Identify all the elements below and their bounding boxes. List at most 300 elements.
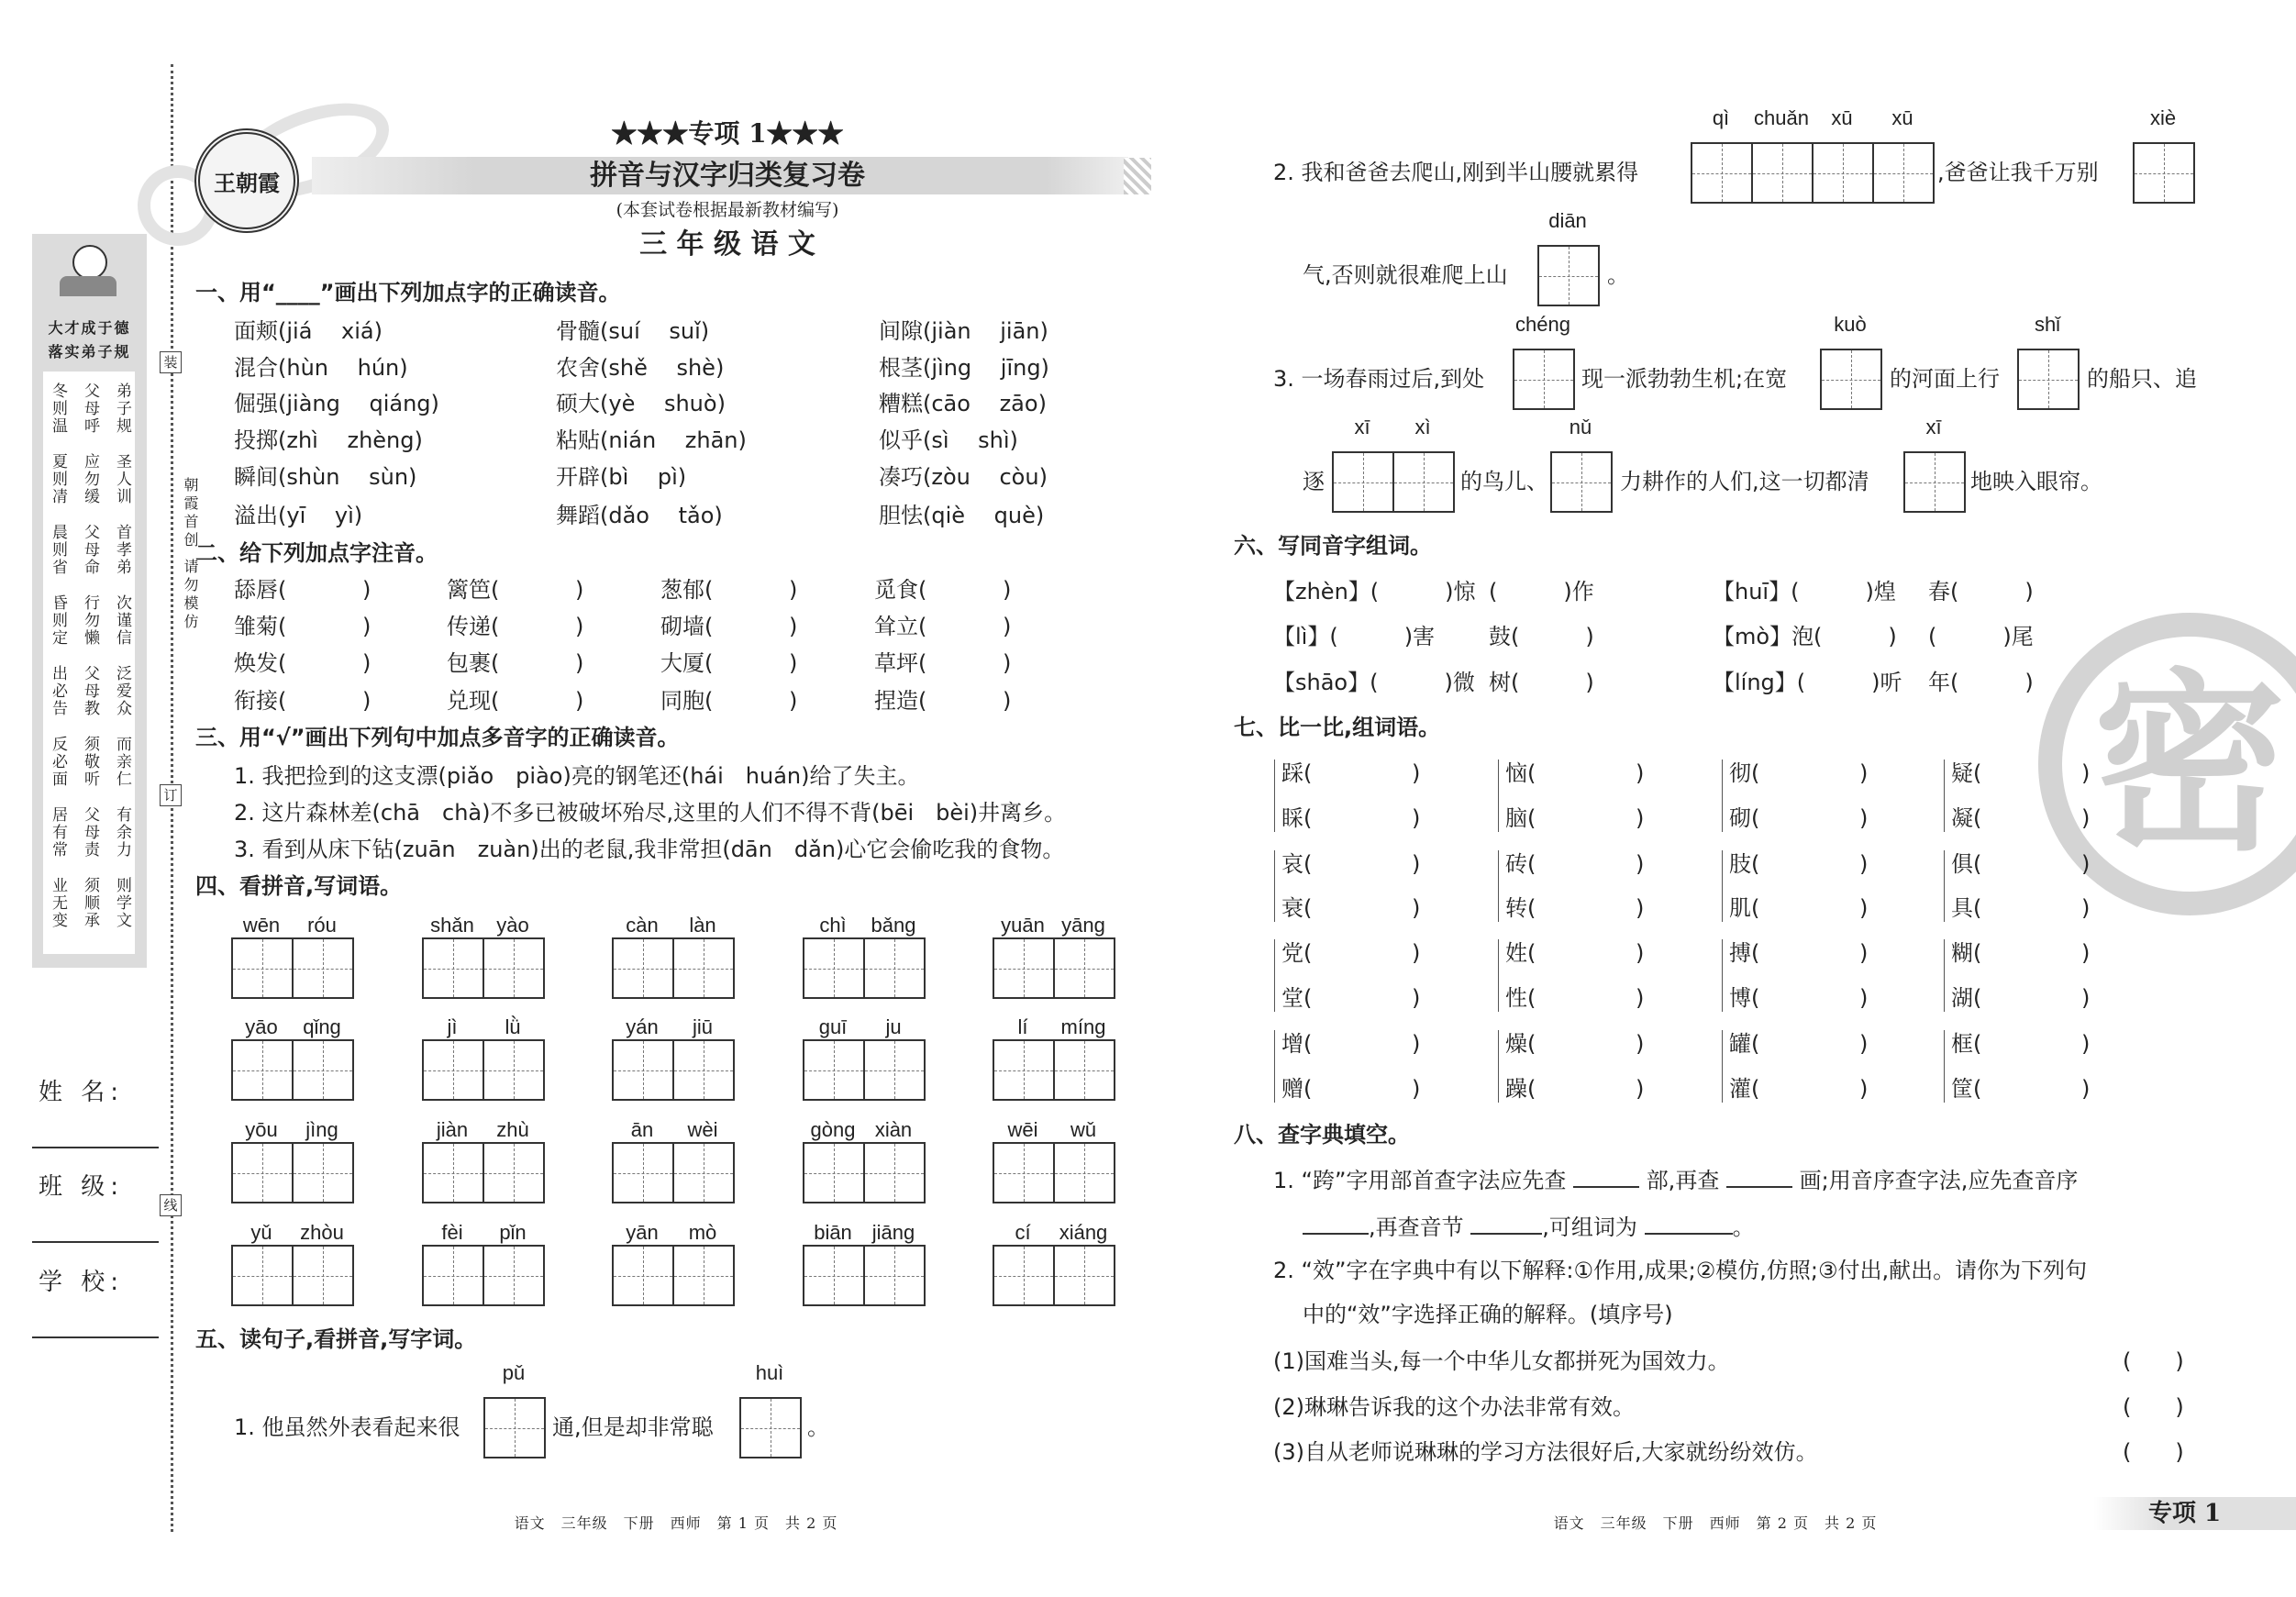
pronunciation-item: 胆怯(qiè què) xyxy=(879,503,1045,528)
answer-blank[interactable] xyxy=(918,687,1010,715)
grid-cell[interactable] xyxy=(2135,144,2193,202)
grid-cell[interactable] xyxy=(424,1144,484,1202)
verse-column: 晨则省 xyxy=(49,524,67,576)
grid-cell[interactable] xyxy=(294,1247,352,1304)
grid-cell[interactable] xyxy=(1394,453,1453,511)
pronunciation-item: 投掷(zhì zhèng) xyxy=(234,427,423,453)
answer-blank[interactable] xyxy=(1973,1075,2083,1103)
pinyin-label: xū xyxy=(1831,106,1853,129)
answer-blank[interactable] xyxy=(491,576,582,604)
compare-item: 恼( ) xyxy=(1505,760,1637,787)
verse-column: 首孝弟 xyxy=(113,524,131,576)
grid-cell[interactable] xyxy=(804,1247,865,1304)
pinyin-label: chì xyxy=(819,914,847,937)
answer-blank[interactable] xyxy=(1751,939,1861,967)
verse-column: 而亲仁 xyxy=(113,736,131,788)
answer-blank[interactable] xyxy=(1751,804,1861,832)
question-text-part: 。 xyxy=(1732,1214,1755,1240)
grid-cell[interactable] xyxy=(1552,453,1611,511)
character-writing-grid[interactable] xyxy=(1903,451,1966,513)
grid-cell[interactable] xyxy=(804,1144,865,1202)
pair-bracket xyxy=(1944,1030,1950,1103)
compare-item: 躁( ) xyxy=(1505,1075,1637,1103)
word-writing-grid[interactable] xyxy=(231,1245,354,1306)
grid-cell[interactable] xyxy=(804,939,865,997)
pair-bracket xyxy=(1944,939,1950,1012)
question-text-part: ,可组词为 xyxy=(1542,1214,1637,1240)
section3-heading: 三、用“√”画出下列句中加点多音字的正确读音。 xyxy=(195,725,680,750)
pinyin-label: zhòu xyxy=(300,1221,344,1244)
answer-blank[interactable]: ( ) xyxy=(2123,1439,2184,1465)
pinyin-label: róu xyxy=(307,914,337,937)
grid-cell[interactable] xyxy=(865,1247,924,1304)
verse-block xyxy=(49,524,131,576)
grid-cell[interactable] xyxy=(484,939,543,997)
answer-blank[interactable] xyxy=(1751,1075,1861,1103)
answer-blank[interactable] xyxy=(1303,1030,1414,1058)
homophone-item xyxy=(1273,623,1435,650)
verse-column: 昏则定 xyxy=(49,594,67,647)
verse-block xyxy=(49,806,131,859)
question-text-part: 画;用音序查字法,应先查音序 xyxy=(1799,1168,2079,1193)
motto-line: 落实弟子规 xyxy=(48,343,131,360)
verse-column: 夏则凊 xyxy=(49,453,67,505)
pronunciation-item: 硕大(yè shuò) xyxy=(556,391,726,416)
verse-column: 居有常 xyxy=(49,806,67,859)
grid-cell[interactable] xyxy=(674,1041,733,1099)
fill-blank[interactable] xyxy=(1470,1213,1542,1235)
pinyin-label: làn xyxy=(689,914,716,937)
grid-cell[interactable] xyxy=(294,1041,352,1099)
answer-blank[interactable] xyxy=(704,613,796,640)
answer-blank[interactable] xyxy=(1973,894,2083,922)
grid-cell[interactable] xyxy=(865,1041,924,1099)
student-field-input[interactable] xyxy=(32,1147,159,1148)
word-writing-grid[interactable] xyxy=(803,937,926,999)
grid-cell[interactable] xyxy=(1055,1247,1114,1304)
homophone-pinyin: 【zhèn】 xyxy=(1273,579,1370,604)
fill-blank[interactable] xyxy=(1303,1213,1369,1235)
verse-column: 须顺承 xyxy=(81,877,99,929)
section-badge: ★★★专项 1★★★ xyxy=(611,118,844,149)
word-writing-grid[interactable] xyxy=(803,1245,926,1306)
character-writing-grid[interactable] xyxy=(1537,245,1600,306)
logo-text: 王朝霞 xyxy=(214,170,280,196)
word-writing-grid[interactable] xyxy=(612,1245,735,1306)
grid-cell[interactable] xyxy=(233,1247,294,1304)
question-text-part: 1. “跨”字用部首查字法应先查 xyxy=(1273,1168,1567,1193)
phonetic-item: 砌墙( ) xyxy=(660,613,796,640)
sentence-text: 的河面上行 xyxy=(1890,366,2000,392)
answer-blank[interactable] xyxy=(1751,984,1861,1012)
pair-bracket xyxy=(1722,939,1728,1012)
word-writing-grid[interactable] xyxy=(422,1245,545,1306)
grid-cell[interactable] xyxy=(994,1247,1055,1304)
answer-blank[interactable] xyxy=(1303,760,1414,787)
word-writing-grid[interactable] xyxy=(993,1142,1115,1203)
pinyin-label: wèi xyxy=(687,1118,718,1141)
answer-blank[interactable]: ( )惊 xyxy=(1370,579,1476,604)
compare-item: 哀( ) xyxy=(1281,850,1414,878)
answer-blank[interactable]: 年( ) xyxy=(1928,670,2034,695)
verse-column: 圣人训 xyxy=(113,453,131,505)
grid-cell[interactable] xyxy=(741,1399,800,1457)
compare-item: 砌( ) xyxy=(1729,804,1861,832)
grid-cell[interactable] xyxy=(994,1144,1055,1202)
answer-blank[interactable]: ( )害 xyxy=(1329,624,1436,649)
word-writing-grid[interactable] xyxy=(803,1142,926,1203)
grid-cell[interactable] xyxy=(1055,1041,1114,1099)
answer-blank[interactable] xyxy=(1973,760,2083,787)
answer-blank[interactable] xyxy=(1303,984,1414,1012)
answer-blank[interactable] xyxy=(1527,894,1637,922)
answer-blank[interactable] xyxy=(1751,894,1861,922)
answer-blank[interactable] xyxy=(1973,939,2083,967)
pinyin-label: shǎn xyxy=(430,914,474,937)
grid-cell[interactable] xyxy=(484,1247,543,1304)
pronunciation-item: 农舍(shě shè) xyxy=(556,355,725,381)
compare-item: 砖( ) xyxy=(1505,850,1637,878)
grid-cell[interactable] xyxy=(865,1144,924,1202)
pronunciation-item: 根茎(jìng jīng) xyxy=(879,355,1049,381)
grid-cell[interactable] xyxy=(1334,453,1394,511)
grid-cell[interactable] xyxy=(614,1144,674,1202)
grid-cell[interactable] xyxy=(994,939,1055,997)
grid-cell[interactable] xyxy=(424,1247,484,1304)
pinyin-label: xiè xyxy=(2149,106,2177,129)
answer-blank[interactable] xyxy=(704,649,796,677)
grid-cell[interactable] xyxy=(804,1041,865,1099)
pronunciation-item: 凑巧(zòu còu) xyxy=(879,464,1048,490)
word-writing-grid[interactable] xyxy=(993,937,1115,999)
compare-item: 党( ) xyxy=(1281,939,1414,967)
grid-cell[interactable] xyxy=(614,939,674,997)
compare-item: 筐( ) xyxy=(1951,1075,2083,1103)
character-writing-grid[interactable] xyxy=(1820,349,1882,410)
compare-item: 具( ) xyxy=(1951,894,2083,922)
grid-cell[interactable] xyxy=(1692,144,1753,202)
homophone-pinyin: 【huī】 xyxy=(1713,579,1791,604)
sentence-text: 现一派勃勃生机;在宽 xyxy=(1581,366,1788,392)
answer-blank[interactable] xyxy=(491,687,582,715)
word-writing-grid[interactable] xyxy=(993,1039,1115,1101)
scholar-illustration xyxy=(60,245,116,298)
answer-blank[interactable] xyxy=(1527,1075,1637,1103)
grid-cell[interactable] xyxy=(1539,247,1598,305)
verse-column: 父母责 xyxy=(81,806,99,859)
phonetic-item: 篱笆( ) xyxy=(447,576,582,604)
pinyin-label: wēi xyxy=(1007,1118,1038,1141)
answer-blank[interactable]: ( )微 xyxy=(1370,670,1475,695)
pinyin-label: kuò xyxy=(1834,313,1867,336)
phonetic-item: 包裹( ) xyxy=(447,649,582,677)
character-writing-grid[interactable] xyxy=(739,1397,802,1458)
pair-bracket xyxy=(1274,760,1281,832)
grid-cell[interactable] xyxy=(1055,1144,1114,1202)
homophone-pinyin: 【líng】 xyxy=(1713,670,1797,695)
answer-blank[interactable] xyxy=(278,576,370,604)
verse-column: 泛爱众 xyxy=(113,665,131,717)
sentence-text: 2. 我和爸爸去爬山,刚到半山腰就累得 xyxy=(1273,160,1639,185)
pinyin-label: ān xyxy=(630,1118,654,1141)
answer-blank[interactable] xyxy=(1527,1030,1637,1058)
word-writing-grid[interactable] xyxy=(422,937,545,999)
word-writing-grid[interactable] xyxy=(612,937,735,999)
grid-cell[interactable] xyxy=(294,939,352,997)
grid-cell[interactable] xyxy=(424,1041,484,1099)
verse-column: 出必告 xyxy=(49,665,67,717)
answer-blank[interactable]: 春( ) xyxy=(1928,579,2034,604)
student-field-input[interactable] xyxy=(32,1241,159,1243)
grade-subject: 三 年 级 语 文 xyxy=(639,228,815,261)
pinyin-label: chuǎn xyxy=(1754,106,1809,129)
fill-blank[interactable] xyxy=(1645,1213,1733,1235)
verse-column: 次谨信 xyxy=(113,594,131,647)
word-writing-grid[interactable] xyxy=(231,1039,354,1101)
question-text: 2. “效”字在字典中有以下解释:①作用,成果;②模仿,仿照;③付出,献出。请你为下列句 xyxy=(1273,1258,2088,1283)
character-writing-grid[interactable] xyxy=(2017,349,2080,410)
verse-block xyxy=(49,453,131,505)
answer-blank[interactable] xyxy=(1751,850,1861,878)
verse-block xyxy=(49,594,131,647)
pronunciation-item: 面颊(jiá xiá) xyxy=(234,318,383,344)
answer-blank[interactable] xyxy=(704,687,796,715)
answer-blank[interactable] xyxy=(1303,1075,1414,1103)
grid-cell[interactable] xyxy=(994,1041,1055,1099)
pinyin-label: cí xyxy=(1015,1221,1031,1244)
answer-blank[interactable] xyxy=(1973,850,2083,878)
grid-cell[interactable] xyxy=(614,1247,674,1304)
pinyin-label: yān xyxy=(626,1221,659,1244)
footer-left: 语文 三年级 下册 西师 第 1 页 共 2 页 xyxy=(514,1514,838,1532)
answer-blank[interactable]: 泡( ) xyxy=(1791,624,1897,649)
section4-heading: 四、看拼音,写词语。 xyxy=(195,873,403,899)
pinyin-label: yào xyxy=(496,914,529,937)
verse-column: 父母呼 xyxy=(81,383,99,435)
grid-cell[interactable] xyxy=(233,939,294,997)
checker-decoration xyxy=(1124,158,1151,194)
grid-cell[interactable] xyxy=(674,939,733,997)
pair-bracket xyxy=(1498,850,1504,922)
verse-column: 父母命 xyxy=(81,524,99,576)
grid-cell[interactable] xyxy=(1905,453,1964,511)
fill-blank[interactable] xyxy=(1726,1166,1792,1188)
sentence-text: 逐 xyxy=(1303,469,1325,494)
pinyin-label: yǔ xyxy=(250,1221,272,1244)
grid-cell[interactable] xyxy=(1753,144,1814,202)
section7-heading: 七、比一比,组词语。 xyxy=(1234,715,1441,740)
pinyin-label: jiāng xyxy=(871,1221,915,1244)
grid-cell[interactable] xyxy=(1814,144,1874,202)
answer-blank[interactable] xyxy=(491,649,582,677)
verse-column: 应勿缓 xyxy=(81,453,99,505)
corner-tag: 专项 1 xyxy=(2093,1497,2296,1530)
phonetic-item: 大厦( ) xyxy=(660,649,796,677)
grid-cell[interactable] xyxy=(1514,350,1573,408)
sub-question: (3)自从老师说琳琳的学习方法很好后,大家就纷纷效仿。 xyxy=(1273,1439,1818,1465)
pronunciation-item: 开辟(bì pì) xyxy=(556,464,687,490)
character-writing-grid[interactable] xyxy=(2133,142,2195,204)
answer-blank[interactable] xyxy=(704,576,796,604)
pinyin-label: yōu xyxy=(245,1118,278,1141)
grid-cell[interactable] xyxy=(233,1144,294,1202)
pinyin-label: pǐn xyxy=(499,1221,527,1244)
compare-item: 增( ) xyxy=(1281,1030,1414,1058)
grid-cell[interactable] xyxy=(424,939,484,997)
pair-bracket xyxy=(1944,760,1950,832)
compare-item: 罐( ) xyxy=(1729,1030,1861,1058)
compare-item: 俱( ) xyxy=(1951,850,2083,878)
sentence-text: 气,否则就很难爬上山 xyxy=(1303,262,1508,288)
word-writing-grid[interactable] xyxy=(231,937,354,999)
grid-cell[interactable] xyxy=(674,1247,733,1304)
verse-block xyxy=(49,665,131,717)
compare-item: 赠( ) xyxy=(1281,1075,1414,1103)
grid-cell[interactable] xyxy=(674,1144,733,1202)
grid-cell[interactable] xyxy=(1055,939,1114,997)
character-writing-grid[interactable] xyxy=(1513,349,1575,410)
answer-blank[interactable] xyxy=(278,687,370,715)
pinyin-label: qì xyxy=(1712,106,1730,129)
answer-blank[interactable] xyxy=(1303,804,1414,832)
phonetic-item: 焕发( ) xyxy=(234,649,370,677)
section5-heading: 五、读句子,看拼音,写字词。 xyxy=(195,1326,477,1352)
phonetic-item: 捏造( ) xyxy=(874,687,1010,715)
answer-blank[interactable] xyxy=(1303,850,1414,878)
sentence-text: 。 xyxy=(1607,262,1629,288)
answer-blank[interactable] xyxy=(1527,760,1637,787)
sub-question: (1)国难当头,每一个中华儿女都拼死为国效力。 xyxy=(1273,1348,1730,1374)
publisher-logo xyxy=(194,128,299,233)
fill-blank[interactable] xyxy=(1573,1166,1639,1188)
compare-item: 搏( ) xyxy=(1729,939,1861,967)
answer-blank[interactable] xyxy=(1303,894,1414,922)
answer-blank[interactable] xyxy=(278,613,370,640)
verse-column: 冬则温 xyxy=(49,383,67,435)
verse-column: 弟子规 xyxy=(113,383,131,435)
verse-column: 业无变 xyxy=(49,877,67,929)
answer-blank[interactable]: ( )煌 xyxy=(1791,579,1896,604)
confidential-watermark: 密 xyxy=(2038,613,2296,915)
answer-blank[interactable] xyxy=(1527,804,1637,832)
grid-cell[interactable] xyxy=(484,1144,543,1202)
verse-block xyxy=(49,383,131,435)
pair-bracket xyxy=(1274,850,1281,922)
word-writing-grid[interactable] xyxy=(612,1142,735,1203)
grid-cell[interactable] xyxy=(614,1041,674,1099)
pinyin-label: càn xyxy=(626,914,659,937)
answer-blank[interactable]: ( )尾 xyxy=(1928,624,2034,649)
answer-blank[interactable] xyxy=(1973,1030,2083,1058)
pinyin-label: wǔ xyxy=(1070,1118,1097,1141)
compare-item: 性( ) xyxy=(1505,984,1637,1012)
section8-heading: 八、查字典填空。 xyxy=(1234,1122,1410,1148)
answer-blank[interactable]: 鼓( ) xyxy=(1489,624,1594,649)
sentence-text: 1. 他虽然外表看起来很 xyxy=(234,1414,460,1440)
answer-blank[interactable] xyxy=(1751,1030,1861,1058)
pinyin-label: xì xyxy=(1414,416,1431,438)
answer-blank[interactable] xyxy=(491,613,582,640)
phonetic-item: 同胞( ) xyxy=(660,687,796,715)
pinyin-label: biān xyxy=(814,1221,852,1244)
character-writing-grid[interactable] xyxy=(483,1397,546,1458)
verse-column: 反必面 xyxy=(49,736,67,788)
binding-seal: 订 xyxy=(160,784,182,806)
grid-cell[interactable] xyxy=(865,939,924,997)
answer-blank[interactable] xyxy=(918,576,1010,604)
student-field-input[interactable] xyxy=(32,1336,159,1338)
answer-blank[interactable] xyxy=(1973,804,2083,832)
verse-block xyxy=(49,736,131,788)
grid-cell[interactable] xyxy=(484,1041,543,1099)
pair-bracket xyxy=(1498,939,1504,1012)
pinyin-label: jì xyxy=(447,1015,458,1038)
verse-column: 行勿懒 xyxy=(81,594,99,647)
answer-blank[interactable] xyxy=(918,613,1010,640)
character-writing-grid[interactable] xyxy=(1691,142,1935,204)
answer-blank[interactable] xyxy=(918,649,1010,677)
homophone-item xyxy=(1273,669,1475,696)
character-writing-grid[interactable] xyxy=(1332,451,1455,513)
answer-blank[interactable] xyxy=(1527,850,1637,878)
compare-item: 灌( ) xyxy=(1729,1075,1861,1103)
student-field-label: 姓 名: xyxy=(39,1079,125,1106)
word-writing-grid[interactable] xyxy=(422,1142,545,1203)
sentence-text: 。 xyxy=(807,1414,829,1440)
answer-blank[interactable] xyxy=(1973,984,2083,1012)
pinyin-label: lí xyxy=(1017,1015,1028,1038)
character-writing-grid[interactable] xyxy=(1550,451,1613,513)
pinyin-label: ju xyxy=(885,1015,902,1038)
phonetic-item: 传递( ) xyxy=(447,613,582,640)
answer-blank[interactable] xyxy=(1527,939,1637,967)
pinyin-label: fèi xyxy=(441,1221,463,1244)
word-writing-grid[interactable] xyxy=(993,1245,1115,1306)
homophone-item xyxy=(1713,578,1896,605)
sentence-text: ,爸爸让我千万别 xyxy=(1937,160,2099,185)
pronunciation-item: 倔强(jiàng qiáng) xyxy=(234,391,439,416)
grid-cell[interactable] xyxy=(1874,144,1933,202)
pinyin-label: míng xyxy=(1060,1015,1106,1038)
answer-blank[interactable] xyxy=(1303,939,1414,967)
binding-seal: 装 xyxy=(160,351,182,373)
motto-panel xyxy=(32,234,147,968)
pinyin-label: xiáng xyxy=(1059,1221,1108,1244)
word-writing-grid[interactable] xyxy=(803,1039,926,1101)
grid-cell[interactable] xyxy=(485,1399,544,1457)
phonetic-item: 觅食( ) xyxy=(874,576,1010,604)
grid-cell[interactable] xyxy=(2019,350,2078,408)
answer-blank[interactable]: ( ) xyxy=(2123,1348,2184,1374)
answer-blank[interactable] xyxy=(278,649,370,677)
pinyin-label: pǔ xyxy=(502,1361,526,1384)
answer-blank[interactable]: ( ) xyxy=(2123,1394,2184,1420)
word-writing-grid[interactable] xyxy=(612,1039,735,1101)
answer-blank[interactable]: 树( ) xyxy=(1489,670,1594,695)
grid-cell[interactable] xyxy=(1822,350,1880,408)
pinyin-label: huì xyxy=(755,1361,784,1384)
pinyin-label: wēn xyxy=(242,914,281,937)
answer-blank[interactable]: ( )听 xyxy=(1796,670,1902,695)
grid-cell[interactable] xyxy=(294,1144,352,1202)
answer-blank[interactable]: ( )作 xyxy=(1489,579,1594,604)
word-writing-grid[interactable] xyxy=(231,1142,354,1203)
answer-blank[interactable] xyxy=(1527,984,1637,1012)
answer-blank[interactable] xyxy=(1751,760,1861,787)
pinyin-label: diān xyxy=(1548,209,1587,232)
grid-cell[interactable] xyxy=(233,1041,294,1099)
word-writing-grid[interactable] xyxy=(422,1039,545,1101)
